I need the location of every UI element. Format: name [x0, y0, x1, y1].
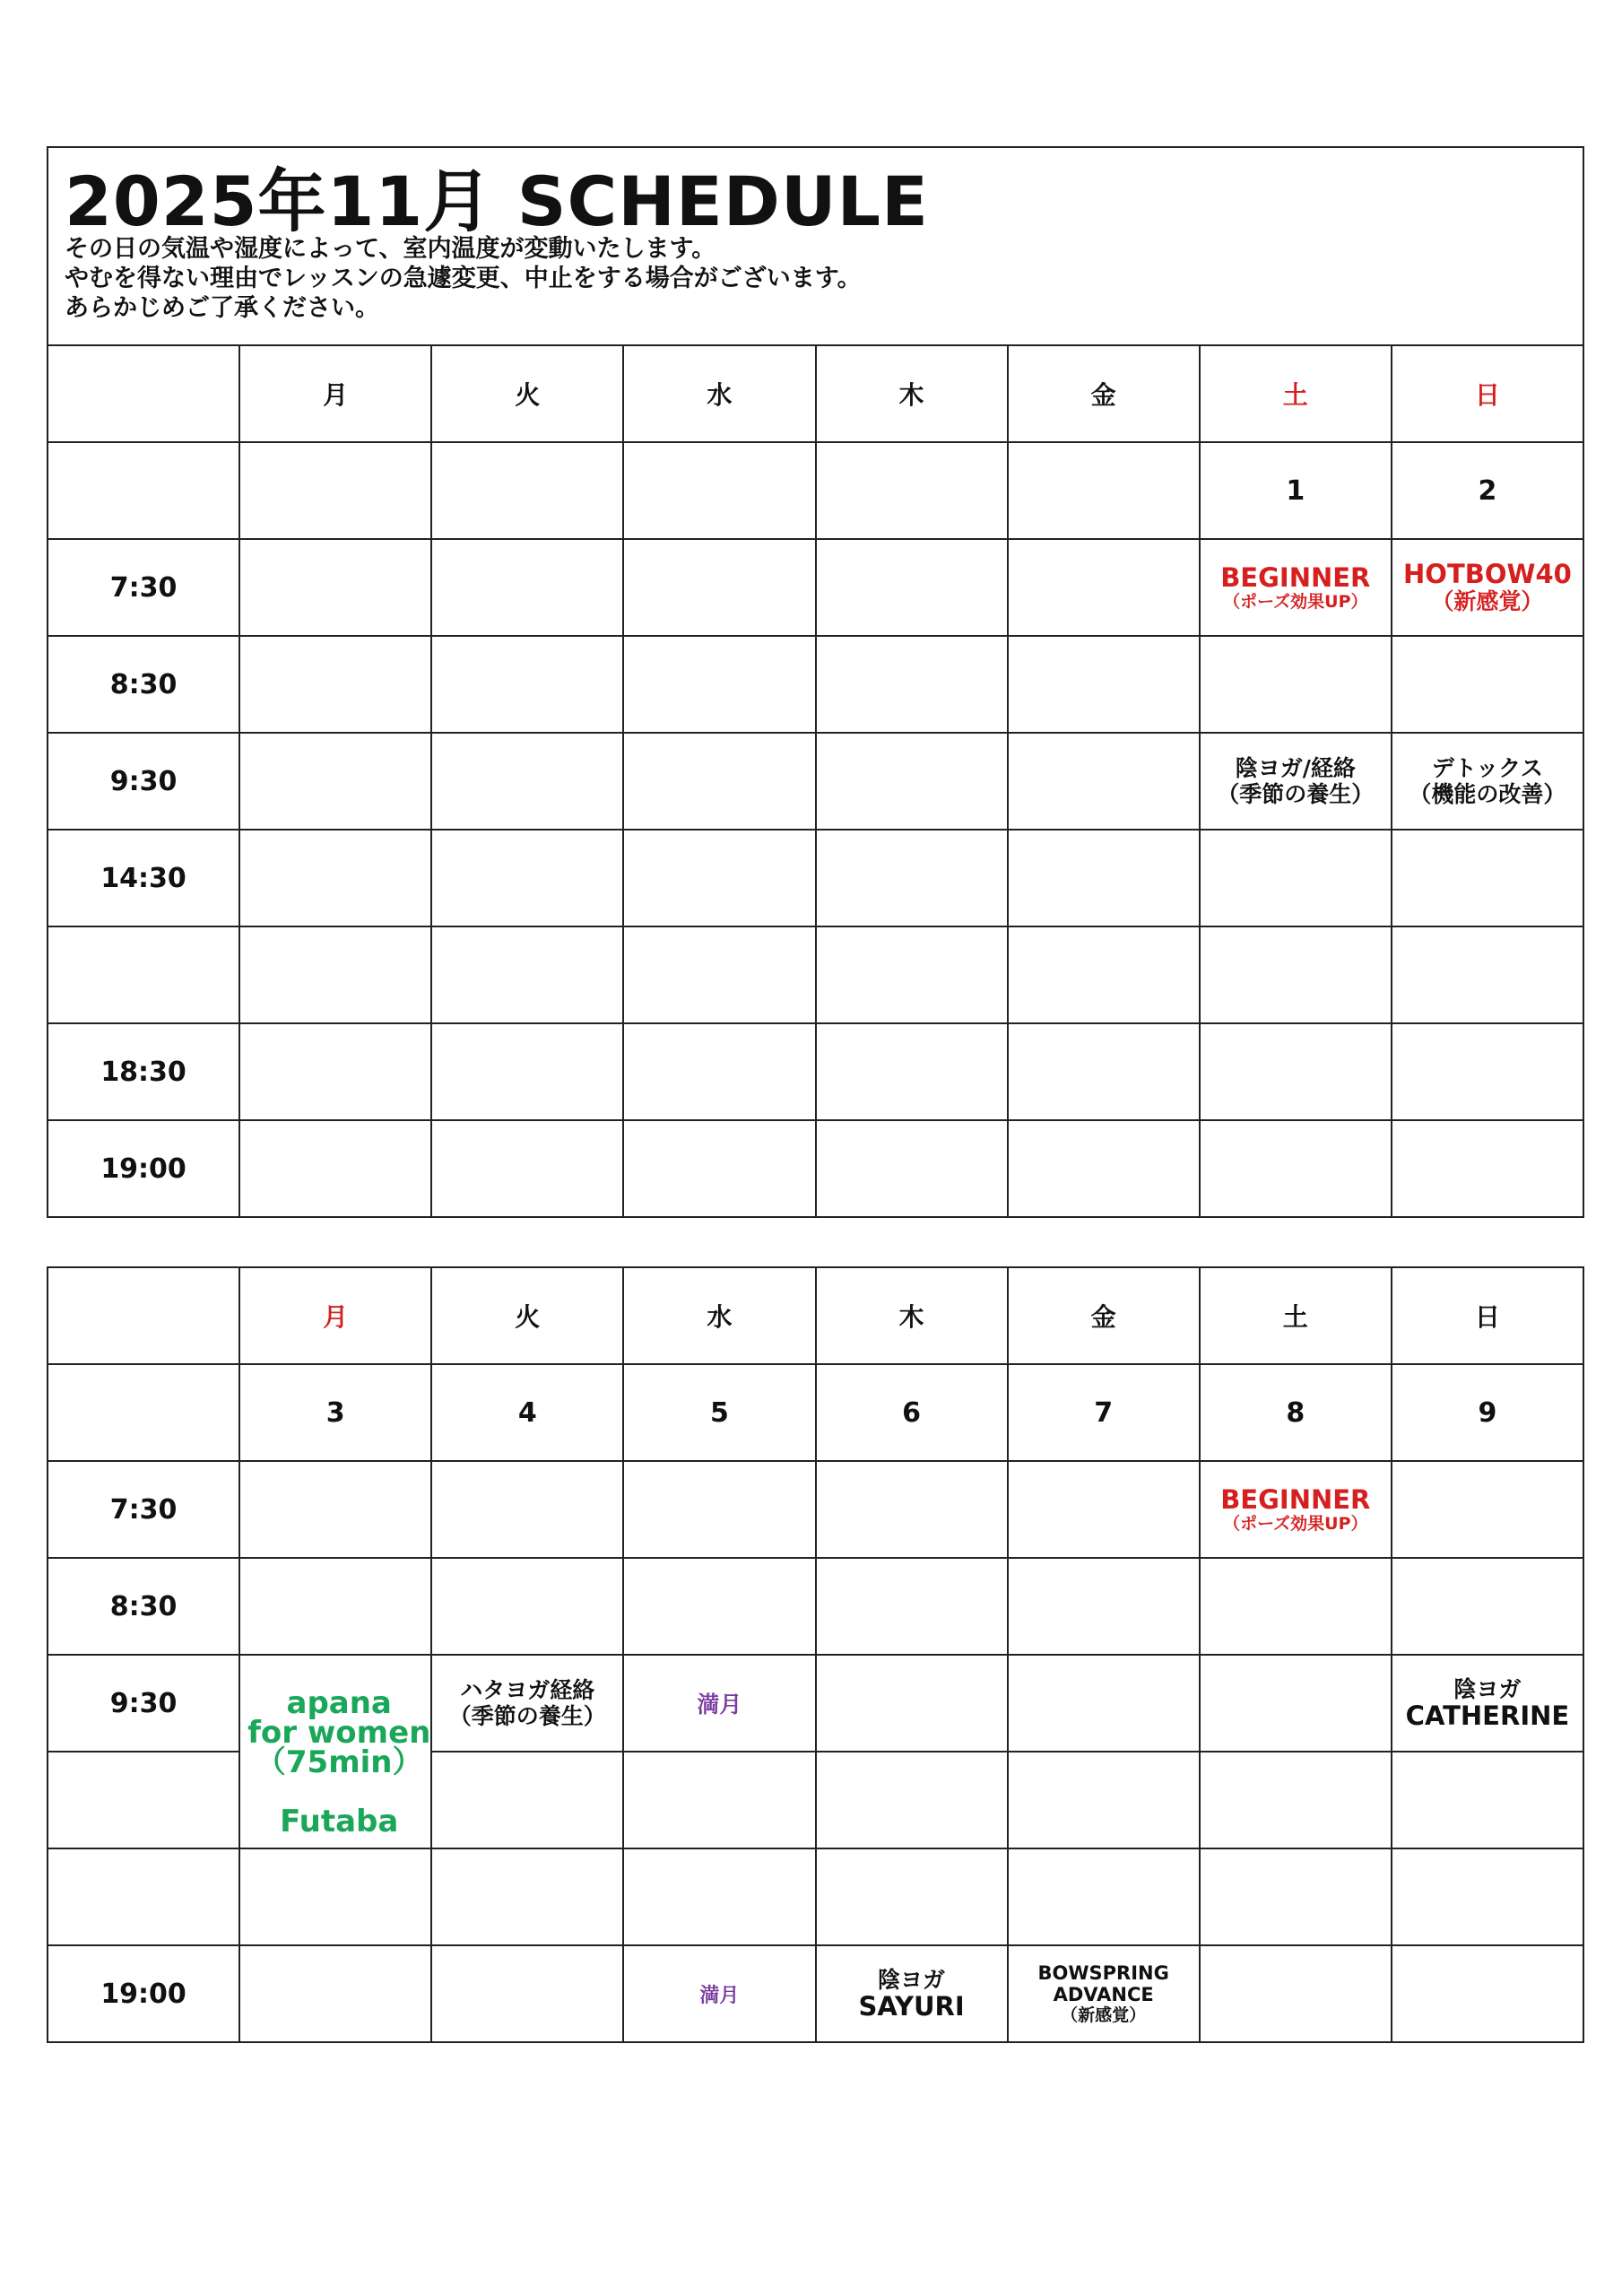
time-label: 8:30: [48, 1558, 239, 1655]
time-label: 9:30: [48, 733, 239, 830]
notice-text: [65, 234, 862, 323]
day-sun: 日: [1392, 1267, 1583, 1364]
time-label: 7:30: [48, 1461, 239, 1558]
page-title: 2025年11月 SCHEDULE: [65, 161, 929, 241]
time-label: 8:30: [48, 636, 239, 733]
lesson-cell: 陰ヨガ CATHERINE: [1392, 1655, 1583, 1752]
time-label: 9:30: [48, 1655, 239, 1752]
time-label: 18:30: [48, 1023, 239, 1120]
time-row: [48, 1558, 1583, 1655]
date-cell: 9: [1392, 1364, 1583, 1461]
lesson-cell-apana: apana for women （75min） Futaba: [239, 1655, 431, 1848]
date-cell: 3: [239, 1364, 431, 1461]
time-row: [48, 636, 1583, 733]
date-cell: 8: [1200, 1364, 1392, 1461]
time-label: 19:00: [48, 1120, 239, 1217]
schedule-table-week1: [47, 344, 1584, 1218]
lesson-cell: HOTBOW40 （新感覚）: [1392, 539, 1583, 636]
time-row: [48, 1945, 1583, 2042]
time-label: 19:00: [48, 1945, 239, 2042]
time-label: 14:30: [48, 830, 239, 926]
day-mon: 月: [239, 345, 431, 442]
time-row: [48, 1120, 1583, 1217]
lesson-cell: ハタヨガ経絡 （季節の養生）: [431, 1655, 623, 1752]
lesson-cell: BEGINNER （ポーズ効果UP）: [1200, 539, 1392, 636]
time-label: [48, 926, 239, 1023]
notice-line: あらかじめご了承ください。: [65, 294, 379, 322]
time-row: [48, 1655, 1583, 1752]
date-cell: 2: [1392, 442, 1583, 539]
schedule-header: [47, 146, 1584, 346]
lesson-cell: 陰ヨガ/経絡 （季節の養生）: [1200, 733, 1392, 830]
day-mon: 月: [239, 1267, 431, 1364]
time-row: [48, 1848, 1583, 1945]
date-cell: 1: [1200, 442, 1392, 539]
date-cell: 5: [623, 1364, 815, 1461]
lesson-cell: 満月: [623, 1945, 815, 2042]
lesson-cell: BOWSPRING ADVANCE （新感覚）: [1008, 1945, 1200, 2042]
lesson-cell: BEGINNER （ポーズ効果UP）: [1200, 1461, 1392, 1558]
day-thu: 木: [816, 345, 1008, 442]
date-cell: 6: [816, 1364, 1008, 1461]
time-label: [48, 1752, 239, 1848]
time-row: [48, 830, 1583, 926]
date-cell: 7: [1008, 1364, 1200, 1461]
notice-line: その日の気温や湿度によって、室内温度が変動いたします。: [65, 235, 716, 263]
day-header-row: [48, 345, 1583, 442]
time-row: [48, 1023, 1583, 1120]
schedule-table-week2: [47, 1266, 1584, 2043]
time-row: [48, 539, 1583, 636]
day-sun: 日: [1392, 345, 1583, 442]
corner-cell: [48, 345, 239, 442]
time-row: [48, 733, 1583, 830]
day-wed: 水: [623, 345, 815, 442]
day-tue: 火: [431, 1267, 623, 1364]
notice-line: やむを得ない理由でレッスンの急遽変更、中止をする場合がございます。: [65, 265, 862, 292]
time-row: [48, 1461, 1583, 1558]
date-row: [48, 1364, 1583, 1461]
date-row: [48, 442, 1583, 539]
corner-cell: [48, 1267, 239, 1364]
day-header-row: [48, 1267, 1583, 1364]
day-tue: 火: [431, 345, 623, 442]
time-row: [48, 926, 1583, 1023]
time-label: [48, 1848, 239, 1945]
date-cell: 4: [431, 1364, 623, 1461]
lesson-cell: 満月: [623, 1655, 815, 1752]
lesson-cell: 陰ヨガ SAYURI: [816, 1945, 1008, 2042]
day-sat: 土: [1200, 345, 1392, 442]
time-label: 7:30: [48, 539, 239, 636]
day-wed: 水: [623, 1267, 815, 1364]
day-fri: 金: [1008, 345, 1200, 442]
day-fri: 金: [1008, 1267, 1200, 1364]
day-thu: 木: [816, 1267, 1008, 1364]
lesson-cell: デトックス （機能の改善）: [1392, 733, 1583, 830]
day-sat: 土: [1200, 1267, 1392, 1364]
